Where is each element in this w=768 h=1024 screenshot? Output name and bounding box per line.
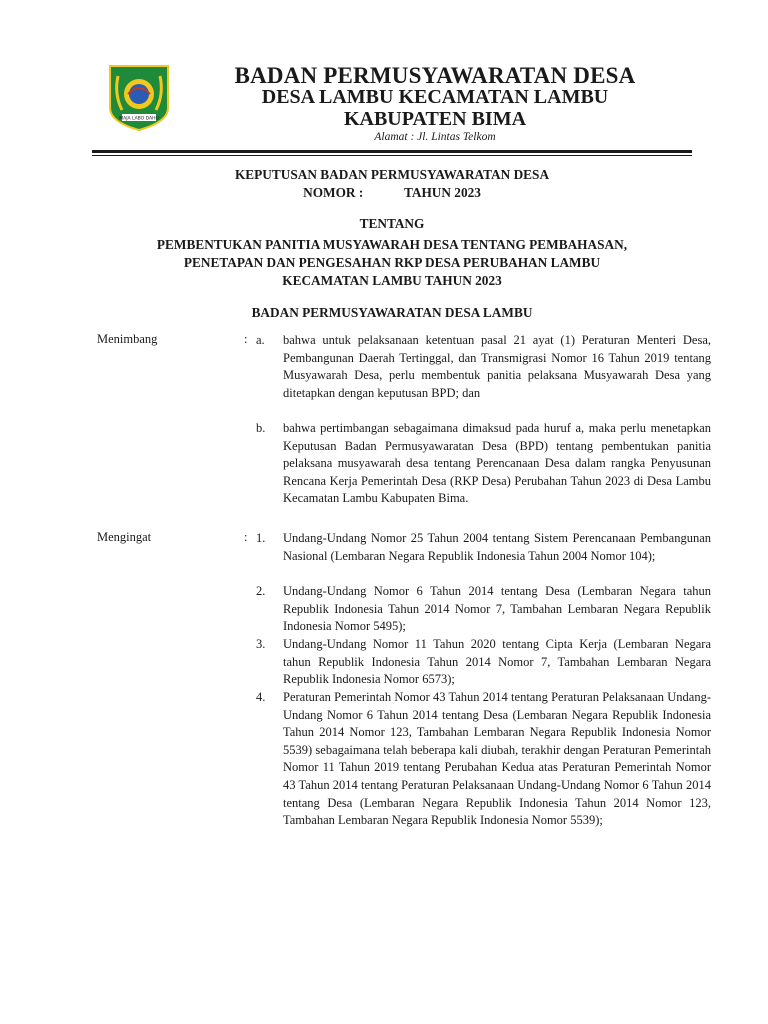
kabupaten-bima-logo (106, 64, 172, 132)
item-marker: a. (256, 333, 265, 347)
item-marker: 4. (256, 690, 266, 704)
issuer-heading: BADAN PERMUSYAWARATAN DESA LAMBU (251, 305, 533, 320)
mengingat-colon: : (244, 530, 248, 544)
decision-year: TAHUN 2023 (403, 185, 481, 200)
item-marker: 2. (256, 584, 266, 598)
item-text: bahwa pertimbangan sebagaimana dimaksud pada huruf a, maka perlu menetapkan Keputusan Badan Permusyawaratan Desa (BPD) tentang pembentukan panitia pelaksana musyawarah desa tentang Perencanaan Desa dalam rangka Penyusunan Rencana Kerja Pemerintah Desa (RKP Desa) Perubahan Tahun 2023 di Desa Lambu Kecamatan Lambu Kabupaten Bima. (283, 421, 711, 506)
mengingat-item-4 (256, 689, 711, 830)
subject-line-2: PENETAPAN DAN PENGESAHAN RKP DESA PERUBAHAN LAMBU (183, 255, 601, 270)
menimbang-item-a (256, 332, 711, 402)
regency-name: KABUPATEN BIMA (343, 108, 527, 130)
item-text: Undang-Undang Nomor 25 Tahun 2004 tentang Sistem Perencanaan Pembangunan Nasional (Lembaran Negara Republik Indonesia Tahun 2004 Nomor 104); (283, 531, 711, 563)
mengingat-label: Mengingat (97, 530, 152, 544)
item-marker: 1. (256, 531, 266, 545)
village-name: DESA LAMBU KECAMATAN LAMBU (261, 86, 609, 108)
tentang-heading: TENTANG (359, 216, 425, 231)
mengingat-item-3 (256, 636, 711, 689)
menimbang-item-b (256, 420, 711, 508)
mengingat-item-1 (256, 530, 711, 565)
item-text: Peraturan Pemerintah Nomor 43 Tahun 2014 tentang Peraturan Pelaksanaan Undang-Undang Nomor 6 Tahun 2014 tentang Desa (Lembaran Negara Republik Indonesia Tahun 2014 Nomor 123, Tambahan Lembaran Negara Republik Indonesia Nomor 5539) sebagaimana telah beberapa kali diubah, terakhir dengan Peraturan Pemerintah Nomor 11 Tahun 2019 tentang Perubahan Kedua atas Peraturan Pemerintah Nomor 43 Tahun 2014 tentang Peraturan Pelaksanaan Undang-Undang Nomor 6 Tahun 2014 tentang Desa (Lembaran Negara Republik Indonesia Tahun 2014 Nomor 123, Tambahan Lembaran Negara Republik Indonesia Nomor 5539); (283, 690, 711, 828)
header-divider-thin (92, 155, 692, 156)
item-marker: 3. (256, 637, 266, 651)
subject-line-3: KECAMATAN LAMBU TAHUN 2023 (282, 273, 502, 288)
menimbang-label: Menimbang (97, 332, 158, 346)
item-text: Undang-Undang Nomor 11 Tahun 2020 tentang Cipta Kerja (Lembaran Negara tahun Republik Indonesia Tahun 2014 Nomor 7, Tambahan Lembaran Negara Republik Indonesia Nomor 6573); (283, 637, 711, 687)
header-divider (92, 150, 692, 153)
address: Alamat : Jl. Lintas Telkom (374, 131, 496, 143)
nomor-label: NOMOR : (303, 185, 364, 200)
decision-number (92, 185, 692, 201)
item-marker: b. (256, 421, 266, 435)
decision-title: KEPUTUSAN BADAN PERMUSYAWARATAN DESA (234, 167, 550, 182)
institution-name: BADAN PERMUSYAWARATAN DESA (234, 63, 636, 88)
item-text: bahwa untuk pelaksanaan ketentuan pasal 21 ayat (1) Peraturan Menteri Desa, Pembangunan Daerah Tertinggal, dan Transmigrasi Nomor 16 Tahun 2019 tentang Musyawarah Desa, perlu membentuk panitia pelaksana Musyawarah Desa yang ditetapkan dengan keputusan BPD; dan (283, 333, 711, 400)
mengingat-item-2 (256, 583, 711, 636)
svg-text:MAJA LABO DAHU: MAJA LABO DAHU (119, 116, 159, 122)
menimbang-colon: : (244, 332, 248, 346)
subject-line-1: PEMBENTUKAN PANITIA MUSYAWARAH DESA TENTANG PEMBAHASAN, (156, 237, 628, 252)
item-text: Undang-Undang Nomor 6 Tahun 2014 tentang Desa (Lembaran Negara tahun Republik Indonesia Tahun 2014 Nomor 7, Tambahan Lembaran Negara Republik Indonesia Nomor 5495); (283, 584, 711, 634)
